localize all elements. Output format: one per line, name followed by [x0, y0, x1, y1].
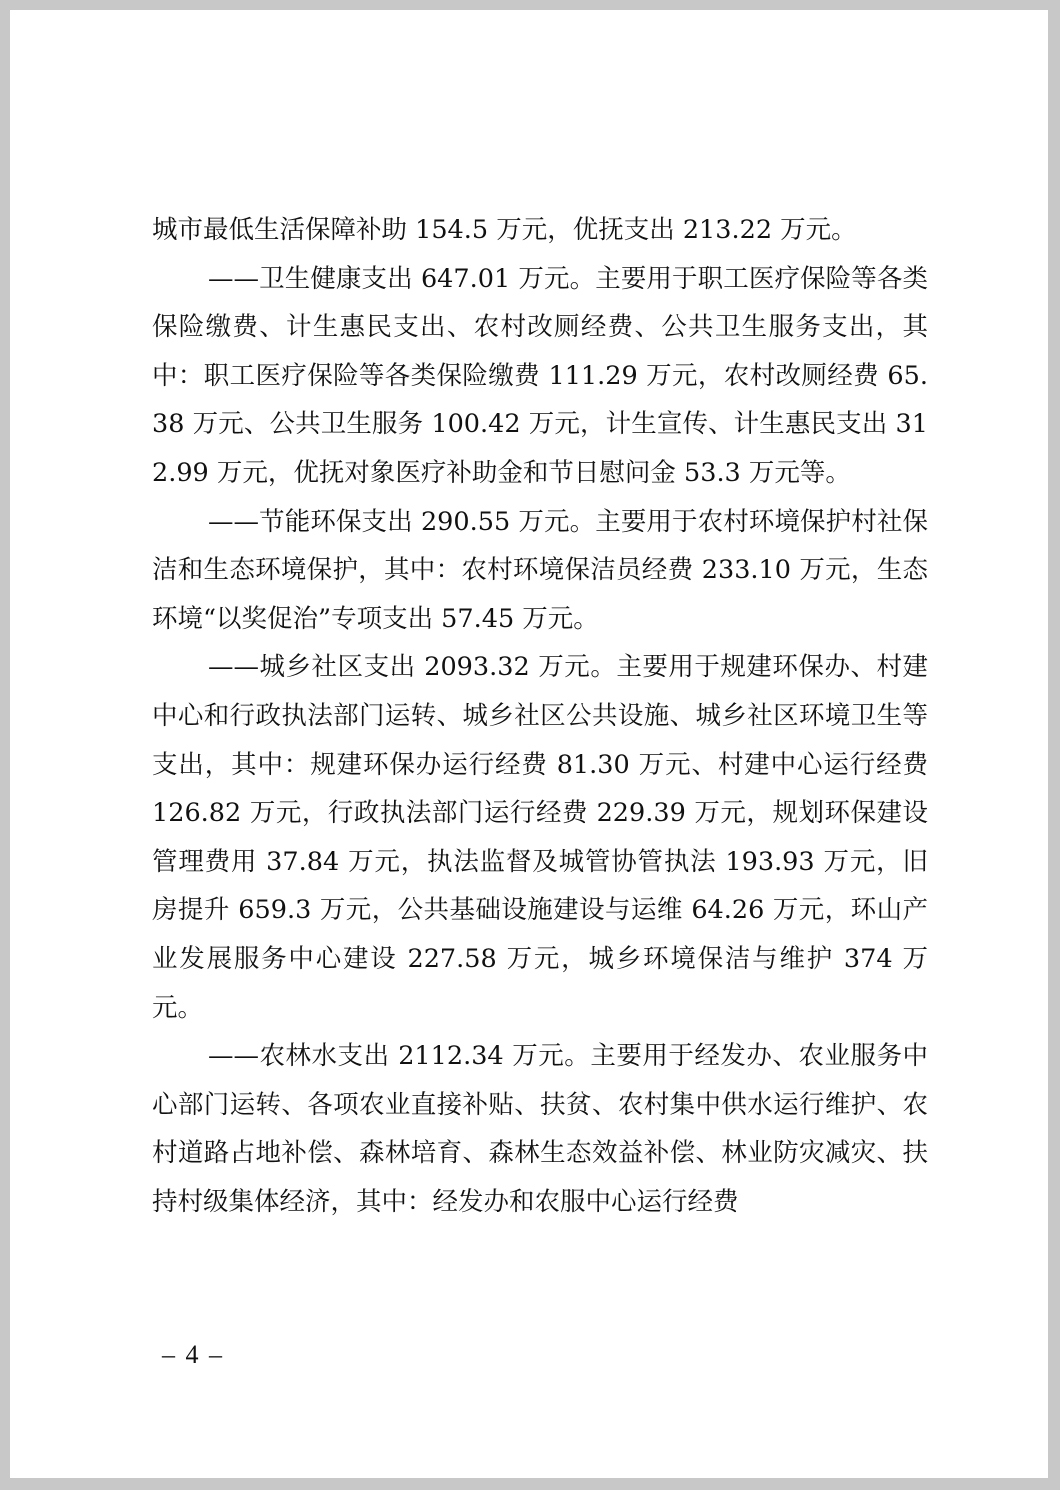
paragraph-community-expenditure: ——城乡社区支出 2093.32 万元。主要用于规建环保办、村建中心和行政执法部门运转、城乡社区公共设施、城乡社区环境卫生等支出，其中：规建环保办运行经费 81.30 万元、村建中心运行经费 126.82 万元，行政执法部门运行经费 229.39 万元，规划环保建设管理费用 37.84 万元，执法监督及城管协管执法 193.93 万元，旧房提升 659.3 万元，公共基础设施建设与运维 64.26 万元，环山产业发展服务中心建设 227.58 万元，城乡环境保洁与维护 374 万元。: [152, 652, 928, 1023]
paragraph-urban-subsidy: 城市最低生活保障补助 154.5 万元，优抚支出 213.22 万元。: [152, 215, 857, 245]
document-body: [152, 206, 928, 1226]
document-page: [10, 10, 1048, 1478]
page-number: – 4 –: [162, 1340, 224, 1369]
paragraph-health-expenditure: ——卫生健康支出 647.01 万元。主要用于职工医疗保险等各类保险缴费、计生惠民支出、农村改厕经费、公共卫生服务支出，其中：职工医疗保险等各类保险缴费 111.29 万元，农村改厕经费 65.38 万元、公共卫生服务 100.42 万元，计生宣传、计生惠民支出 312.99 万元，优抚对象医疗补助金和节日慰问金 53.3 万元等。: [152, 263, 928, 488]
paragraph-agriculture-expenditure: ——农林水支出 2112.34 万元。主要用于经发办、农业服务中心部门运转、各项农业直接补贴、扶贫、农村集中供水运行维护、农村道路占地补偿、森林培育、森林生态效益补偿、林业防灾减灾、扶持村级集体经济，其中：经发办和农服中心运行经费: [152, 1041, 928, 1217]
paragraph-environment-expenditure: ——节能环保支出 290.55 万元。主要用于农村环境保护村社保洁和生态环境保护，其中：农村环境保洁员经费 233.10 万元，生态环境“以奖促治”专项支出 57.45 万元。: [152, 506, 928, 634]
